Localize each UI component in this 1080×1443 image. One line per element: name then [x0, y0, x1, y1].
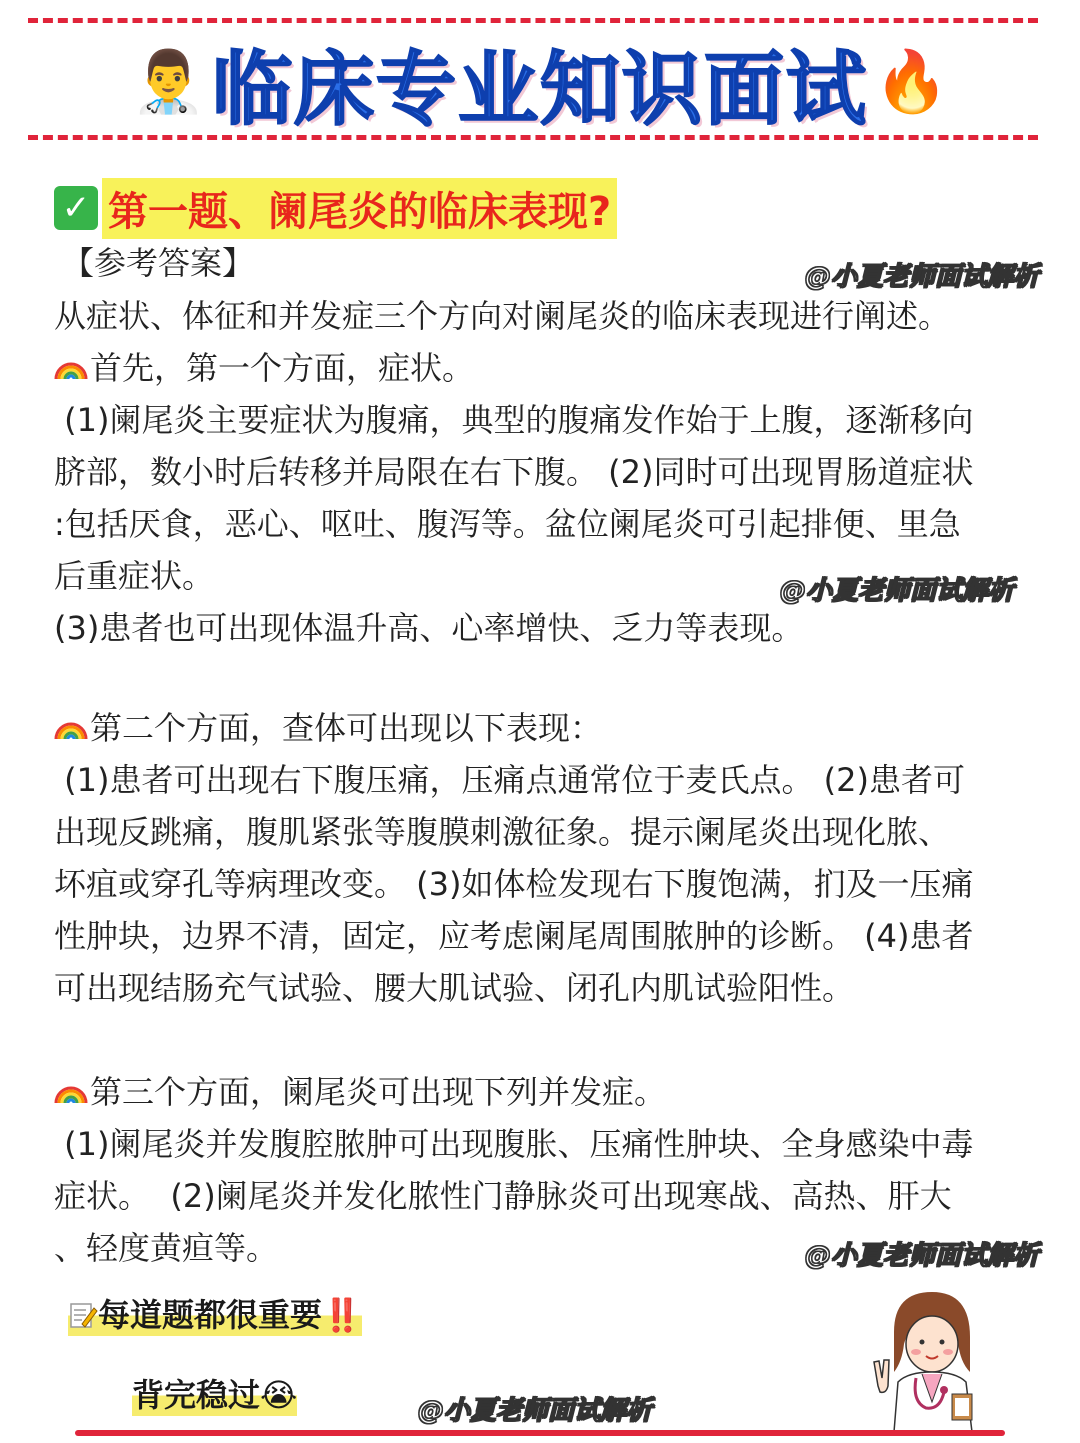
rainbow-icon	[54, 709, 88, 743]
title-dashed-divider	[28, 135, 1038, 140]
memo-pencil-icon	[68, 1300, 98, 1330]
tip-important: 每道题都很重要‼️	[68, 1290, 362, 1336]
section-1-line: :包括厌食，恶心、呕吐、腹泻等。盆位阑尾炎可引起排便、里急	[54, 505, 961, 543]
watermark: @小夏老师面试解析	[418, 1396, 653, 1426]
section-1-line: 脐部，数小时后转移并局限在右下腹。 (2)同时可出现胃肠道症状	[54, 453, 974, 491]
section-2-line: 出现反跳痛，腹肌紧张等腹膜刺激征象。提示阑尾炎出现化脓、	[54, 813, 951, 851]
section-1	[54, 342, 1014, 654]
rainbow-icon	[54, 1073, 88, 1107]
fire-emoji-icon: 🔥	[874, 47, 949, 117]
watermark: @小夏老师面试解析	[780, 576, 1015, 606]
section-2	[54, 702, 1014, 1014]
page-title: 临床专业知识面试	[212, 42, 868, 136]
check-mark-icon: ✓	[54, 186, 98, 230]
section-2-line: (1)患者可出现右下腹压痛，压痛点通常位于麦氏点。 (2)患者可	[54, 761, 966, 799]
page-title-row	[0, 32, 1080, 136]
watermark: @小夏老师面试解析	[805, 262, 1040, 292]
section-2-line: 可出现结肠充气试验、腰大肌试验、闭孔内肌试验阳性。	[54, 969, 855, 1007]
section-1-line: 后重症状。	[54, 557, 215, 595]
section-3-heading: 第三个方面，阑尾炎可出现下列并发症。	[54, 1066, 1014, 1118]
section-1-line: (1)阑尾炎主要症状为腹痛，典型的腹痛发作始于上腹，逐渐移向	[54, 401, 974, 439]
crying-face-emoji-icon: 😭	[260, 1376, 298, 1414]
top-dashed-divider	[28, 18, 1038, 23]
doctor-illustration	[864, 1282, 994, 1432]
section-1-heading: 首先，第一个方面，症状。	[54, 342, 1014, 394]
answer-intro: 从症状、体征和并发症三个方向对阑尾炎的临床表现进行阐述。	[54, 297, 951, 335]
section-3-line: (1)阑尾炎并发腹腔脓肿可出现腹胀、压痛性肿块、全身感染中毒	[54, 1125, 974, 1163]
section-3-line: 症状。 (2)阑尾炎并发化脓性门静脉炎可出现寒战、高热、肝大	[54, 1177, 952, 1215]
watermark: @小夏老师面试解析	[805, 1241, 1040, 1271]
section-3-line: 、轻度黄疸等。	[54, 1229, 279, 1267]
section-2-line: 性肿块，边界不清，固定，应考虑阑尾周围脓肿的诊断。 (4)患者	[54, 917, 974, 955]
section-2-heading: 第二个方面，查体可出现以下表现：	[54, 702, 1014, 754]
question-text: 第一题、阑尾炎的临床表现?	[102, 178, 617, 239]
bottom-divider	[75, 1430, 1005, 1436]
section-1-line: (3)患者也可出现体温升高、心率增快、乏力等表现。	[54, 609, 804, 647]
rainbow-icon	[54, 349, 88, 383]
answer-label: 【参考答案】	[62, 244, 255, 282]
section-2-line: 坏疽或穿孔等病理改变。 (3)如体检发现右下腹饱满，扪及一压痛	[54, 865, 974, 903]
double-exclamation-icon: ‼️	[322, 1296, 362, 1334]
question-heading	[54, 180, 617, 236]
doctor-man-emoji-icon: 👨‍⚕️	[131, 47, 206, 117]
tip-pass: 背完稳过😭	[132, 1370, 297, 1416]
